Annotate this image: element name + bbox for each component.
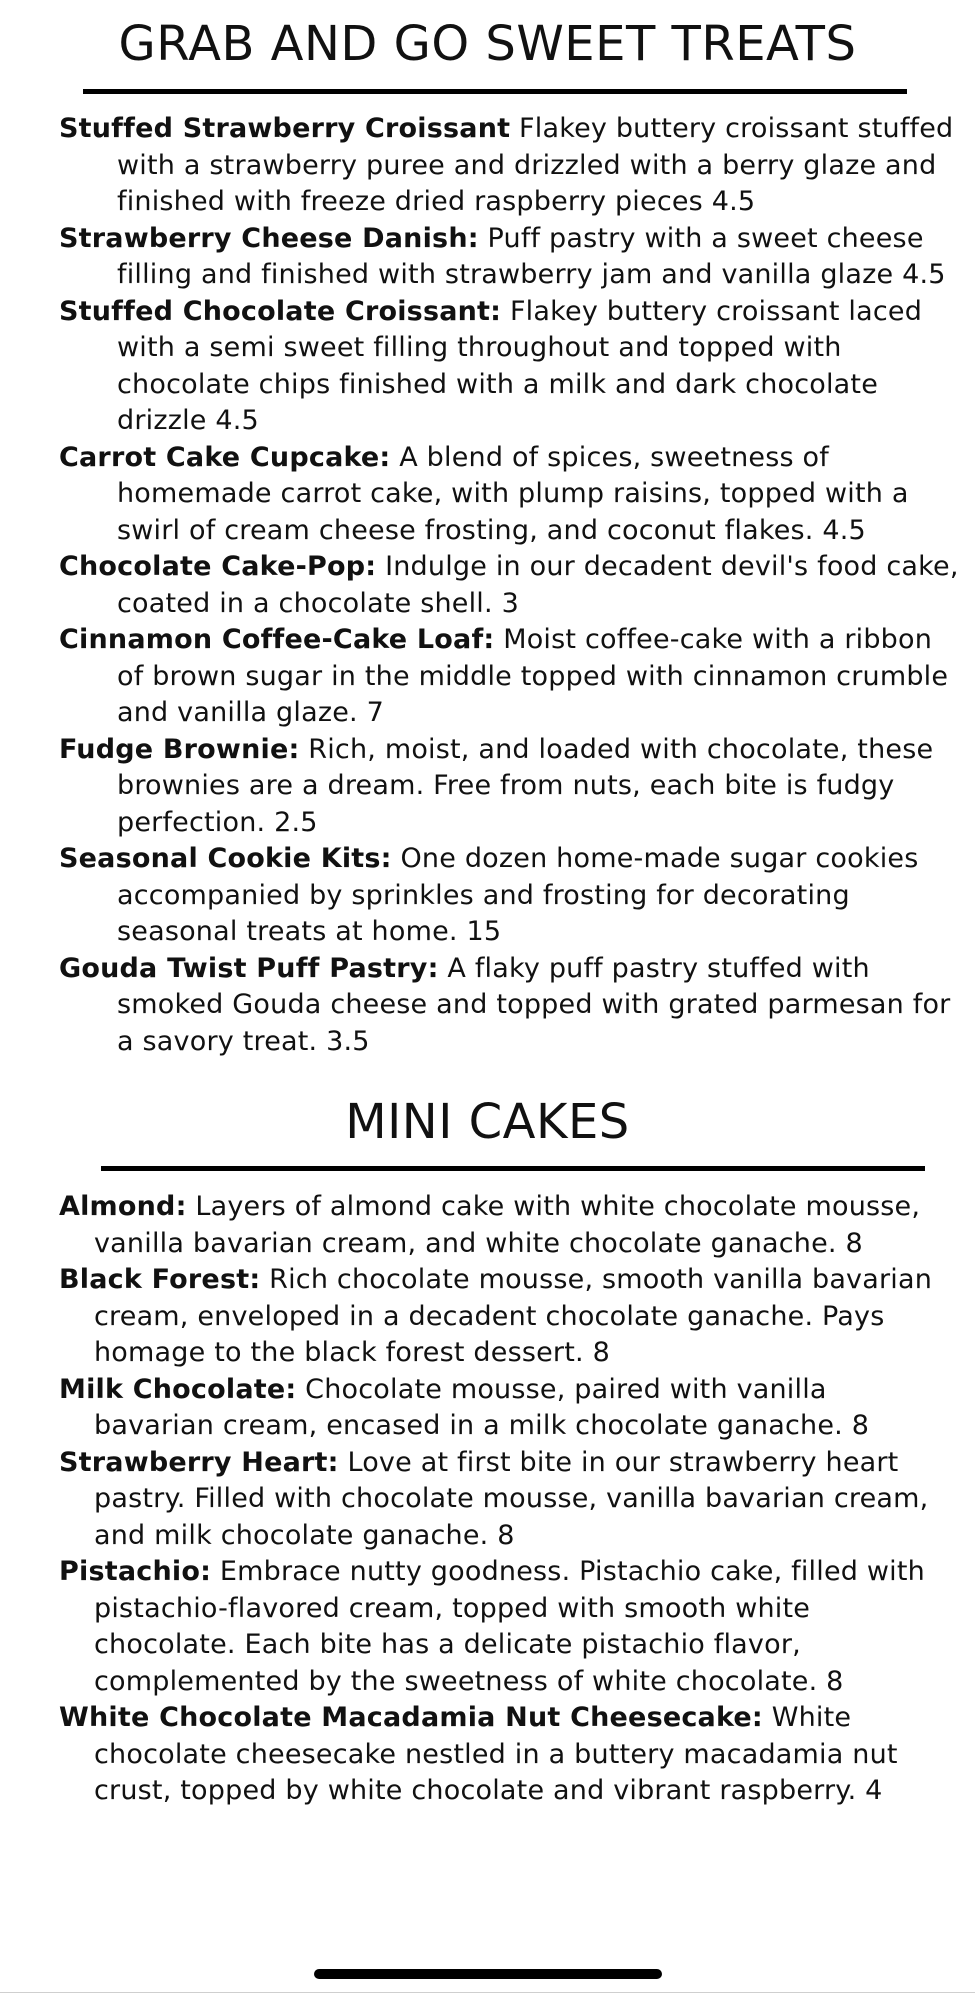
item-description: A flaky puff pastry stuffed with smoked Gouda cheese and topped with grated parmesan for a savory treat. 3.5 [117,952,951,1057]
item-name: Carrot Cake Cupcake: [59,441,391,473]
section-title-mini-cakes: MINI CAKES [345,1094,630,1150]
item-description: White chocolate cheesecake nestled in a buttery macadamia nut crust, topped by white chocolate and vibrant raspberry. 4 [94,1702,898,1806]
menu-item [59,440,959,550]
item-description: Embrace nutty goodness. Pistachio cake, filled with pistachio-flavored cream, topped with smooth white chocolate. Each bite has a delicate pistachio flavor, complemented by the sweetness of white chocolate. 8 [94,1556,925,1697]
item-name: Chocolate Cake-Pop: [59,551,377,582]
item-name: Seasonal Cookie Kits: [59,843,392,874]
menu-item [59,549,959,622]
grab-and-go-list [59,111,959,1060]
item-name: Milk Chocolate: [59,1373,297,1405]
home-indicator[interactable] [314,1969,662,1979]
menu-item [59,732,959,842]
menu-item [59,1445,939,1555]
bottom-divider [0,1992,975,1993]
item-description: One dozen home-made sugar cookies accompanied by sprinkles and frosting for decorating seasonal treats at home. 15 [117,843,919,947]
menu-item [59,294,959,440]
menu-item [59,111,959,221]
item-name: Fudge Brownie: [59,733,300,765]
item-description: Flakey buttery croissant laced with a semi sweet filling throughout and topped with chocolate chips finished with a milk and dark chocolate drizzle 4.5 [117,295,923,436]
menu-item [59,1700,939,1810]
item-description: Love at first bite in our strawberry heart pastry. Filled with chocolate mousse, vanilla bavarian cream, and milk chocolate ganache. 8 [94,1446,929,1551]
item-name: Strawberry Heart: [59,1446,339,1478]
item-description: A blend of spices, sweetness of homemade carrot cake, with plump raisins, topped with a swirl of cream cheese frosting, and coconut flakes. 4.5 [117,441,909,546]
item-description: Moist coffee-cake with a ribbon of brown sugar in the middle topped with cinnamon crumble and vanilla glaze. 7 [117,624,949,728]
item-description: Indulge in our decadent devil's food cake, coated in a chocolate shell. 3 [117,551,959,619]
item-name: White Chocolate Macadamia Nut Cheesecake: [59,1702,763,1733]
section-divider [101,1166,925,1171]
item-name: Pistachio: [59,1556,212,1587]
item-description: Chocolate mousse, paired with vanilla bavarian cream, encased in a milk chocolate ganache. 8 [94,1373,870,1441]
item-name: Stuffed Strawberry Croissant [59,113,511,144]
item-description: Rich chocolate mousse, smooth vanilla bavarian cream, enveloped in a decadent chocolate ganache. Pays homage to the black forest dessert. 8 [94,1264,933,1368]
item-name: Cinnamon Coffee-Cake Loaf: [59,624,495,655]
item-description: Layers of almond cake with white chocolate mousse, vanilla bavarian cream, and white chocolate ganache. 8 [94,1191,921,1259]
item-name: Gouda Twist Puff Pastry: [59,952,439,984]
menu-item [59,1372,939,1445]
menu-item [59,1554,939,1700]
item-name: Almond: [59,1191,187,1222]
item-description: Puff pastry with a sweet cheese filling and finished with strawberry jam and vanilla glaze 4.5 [117,222,946,290]
menu-item [59,841,959,951]
item-name: Strawberry Cheese Danish: [59,222,479,254]
menu-item [59,622,959,732]
item-name: Stuffed Chocolate Croissant: [59,295,502,327]
item-name: Black Forest: [59,1264,261,1295]
menu-item [59,1189,939,1262]
menu-item [59,1262,939,1372]
section-title-grab-and-go: GRAB AND GO SWEET TREATS [118,16,857,72]
menu-item [59,951,959,1061]
mini-cakes-list [59,1189,939,1810]
section-divider [83,89,907,94]
item-description: Flakey buttery croissant stuffed with a strawberry puree and drizzled with a berry glaze and finished with freeze dried raspberry pieces 4.5 [117,113,954,217]
item-description: Rich, moist, and loaded with chocolate, these brownies are a dream. Free from nuts, each bite is fudgy perfection. 2.5 [117,733,934,838]
menu-item [59,221,959,294]
